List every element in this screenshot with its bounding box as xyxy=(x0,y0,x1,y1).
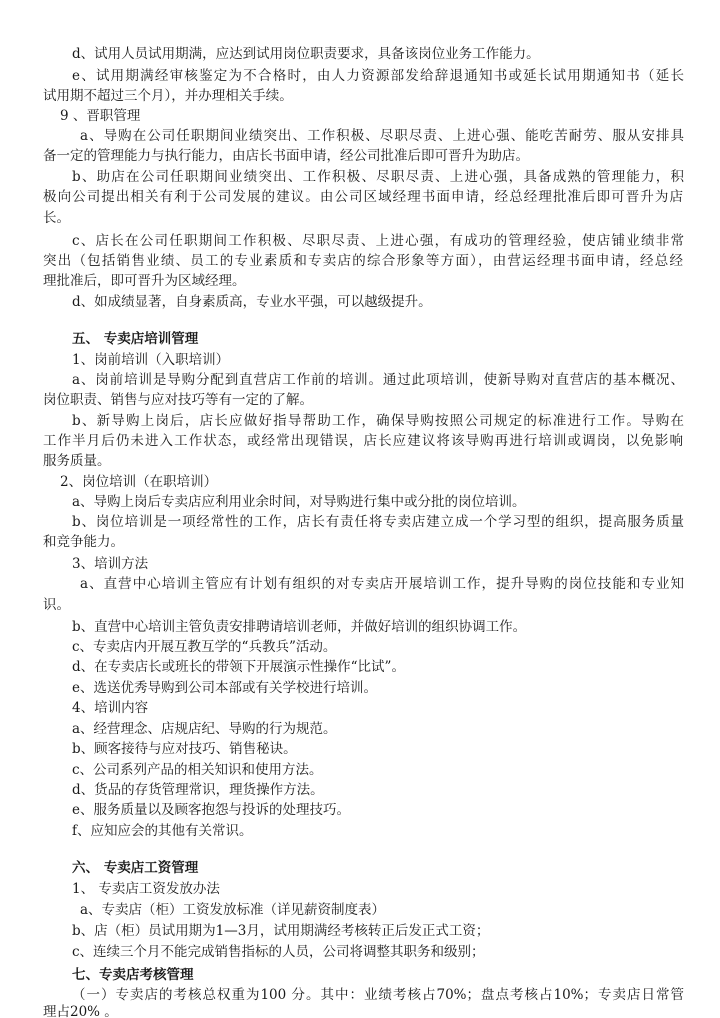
text-line: 岗位职责、销售与应对技巧等有一定的了解。 xyxy=(43,392,313,408)
text-line: 识。 xyxy=(43,597,70,613)
section-heading: 2、岗位培训（在职培训） xyxy=(60,474,218,490)
text-line: d、货品的存货管理常识，理货操作方法。 xyxy=(72,782,324,798)
text-line: 理占20% 。 xyxy=(43,1004,118,1018)
text-line: f、应知应会的其他有关常识。 xyxy=(72,823,253,839)
text-line: 长。 xyxy=(43,210,70,226)
text-line: b、顾客接待与应对技巧、销售秘诀。 xyxy=(72,741,297,757)
text-line: d、试用人员试用期满，应达到试用岗位职责要求，具备该岗位业务工作能力。 xyxy=(72,46,540,62)
chapter-heading-five: 五、 专卖店培训管理 xyxy=(72,331,199,347)
text-line: a、经营理念、店规店纪、导购的行为规范。 xyxy=(72,721,337,737)
section-heading: 1、岗前培训（入职培训） xyxy=(72,352,230,368)
text-line: e、服务质量以及顾客抱怨与投诉的处理技巧。 xyxy=(72,802,350,818)
text-line: 极向公司提出相关有利于公司发展的建议。由公司区域经理书面申请，经总经理批准后即可晋升为店 xyxy=(43,189,683,205)
text-line: b、直营中心培训主管负责安排聘请培训老师，并做好培训的组织协调工作。 xyxy=(72,619,527,635)
text-line: b、岗位培训是一项经常性的工作，店长有责任将专卖店建立成一个学习型的组织，提高服务质量 xyxy=(72,514,684,530)
section-heading: 4、培训内容 xyxy=(72,700,149,716)
text-line: d、在专卖店长或班长的带领下开展演示性操作“比试”。 xyxy=(72,659,405,675)
text-line: d、如成绩显著，自身素质高，专业水平强，可以越级提升。 xyxy=(72,294,432,310)
text-line: c、连续三个月不能完成销售指标的人员，公司将调整其职务和级别； xyxy=(72,944,485,960)
text-line: 工作半月后仍未进入工作状态，或经常出现错误，店长应建议将该导购再进行培训或调岗，以免影响 xyxy=(43,433,683,449)
text-line: 备一定的管理能力与执行能力，由店长书面申请，经公司批准后即可晋升为助店。 xyxy=(43,148,529,164)
text-line: a、导购在公司任职期间业绩突出、工作积极、尽职尽责、上进心强、能吃苦耐劳、服从安排具 xyxy=(80,128,684,144)
text-line: c、公司系列产品的相关知识和使用方法。 xyxy=(72,762,323,778)
text-line: c、专卖店内开展互教互学的“兵教兵”活动。 xyxy=(72,639,337,655)
text-line: b、助店在公司任职期间业绩突出、工作积极、尽职尽责、上进心强，具备成熟的管理能力，积 xyxy=(72,169,684,185)
text-line: e、选送优秀导购到公司本部或有关学校进行培训。 xyxy=(72,680,377,696)
text-line: 理批准后，即可晋升为区域经理。 xyxy=(43,273,246,289)
text-line: 突出（包括销售业绩、员工的专业素质和专卖店的综合形象等方面），由营运经理书面申请，经总经 xyxy=(43,253,683,269)
section-heading: 1、 专卖店工资发放办法 xyxy=(72,881,220,897)
text-line: a、导购上岗后专卖店应利用业余时间，对导购进行集中或分批的岗位培训。 xyxy=(72,494,526,510)
text-line: （一）专卖店的考核总权重为100 分。其中：业绩考核占70%；盘点考核占10%；专卖店日常管 xyxy=(72,987,684,1003)
chapter-heading-seven: 七、专卖店考核管理 xyxy=(72,967,194,983)
chapter-heading-six: 六、 专卖店工资管理 xyxy=(72,860,199,876)
text-line: 试用期不超过三个月），并办理相关手续。 xyxy=(43,88,293,104)
text-line: 服务质量。 xyxy=(43,453,111,469)
text-line: a、岗前培训是导购分配到直营店工作前的培训。通过此项培训，使新导购对直营店的基本概况、 xyxy=(72,372,684,388)
text-line: 和竞争能力。 xyxy=(43,534,124,550)
text-line: a、专卖店（柜）工资发放标准（详见薪资制度表） xyxy=(80,902,386,918)
text-line: c、店长在公司任职期间工作积极、尽职尽责、上进心强，有成功的管理经验，使店铺业绩非常 xyxy=(72,233,684,249)
text-line: e、试用期满经审核鉴定为不合格时，由人力资源部发给辞退通知书或延长试用期通知书（延长 xyxy=(72,68,684,84)
text-line: b、店（柜）员试用期为1—3月，试用期满经考核转正后发正式工资； xyxy=(72,923,490,939)
text-line: a、直营中心培训主管应有计划有组织的对专卖店开展培训工作，提升导购的岗位技能和专业知 xyxy=(80,576,684,592)
section-heading: 3、培训方法 xyxy=(72,556,149,572)
section-heading: 9 、晋职管理 xyxy=(60,108,141,124)
text-line: b、新导购上岗后，店长应做好指导帮助工作，确保导购按照公司规定的标准进行工作。导购在 xyxy=(72,413,684,429)
